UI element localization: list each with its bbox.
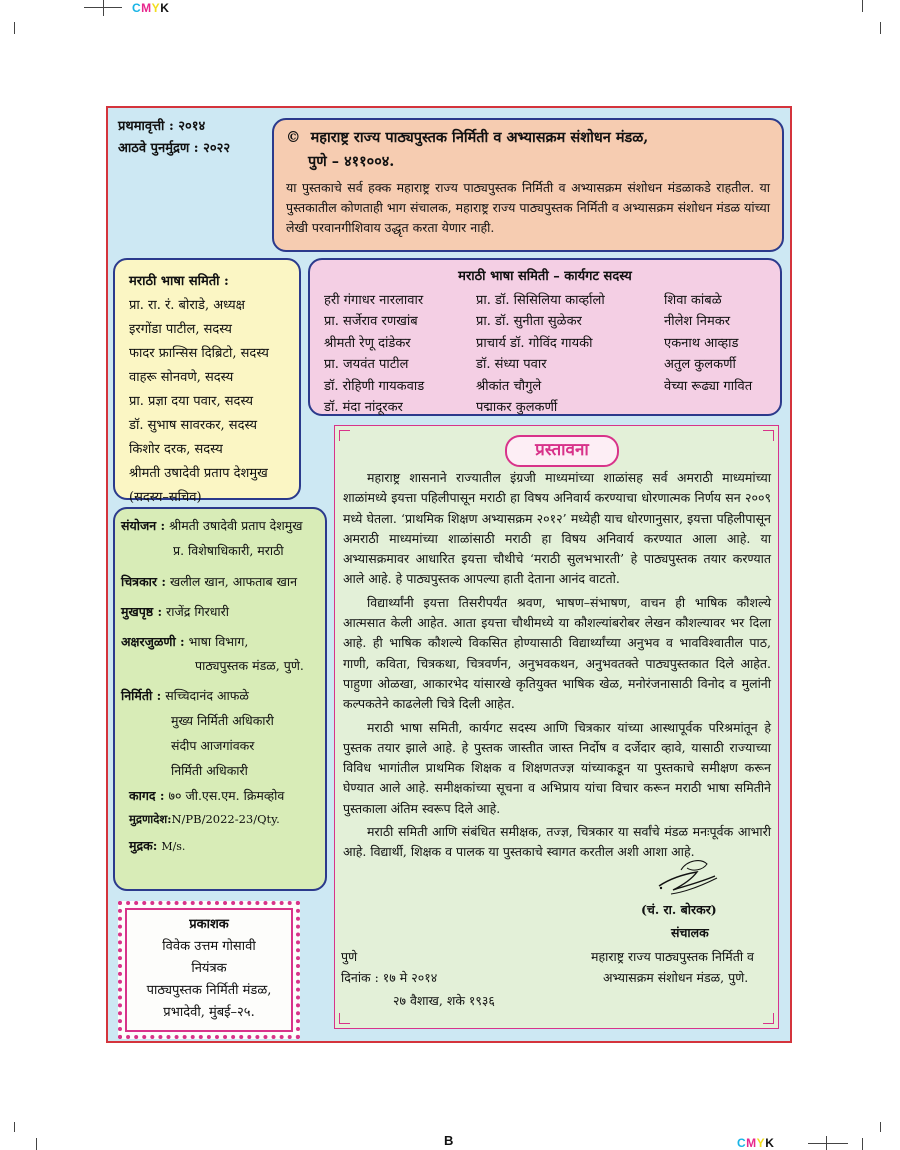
committee-member: वाहरू सोनवणे, सदस्य <box>129 370 234 385</box>
production-name-2: संदीप आजगांवकर <box>171 738 255 753</box>
committee-member: श्रीमती उषादेवी प्रताप देशमुख <box>129 466 268 481</box>
crop-mark <box>862 0 863 12</box>
production-credits-box <box>113 507 327 891</box>
illustrator-name: खलील खान, आफताब खान <box>169 574 298 589</box>
preface-shaka-date: २७ वैशाख, शके १९३६ <box>393 993 495 1008</box>
working-group-member: वेच्या रूढ्या गावित <box>664 378 753 394</box>
page-label: B <box>444 1133 454 1148</box>
signatory-org-line-2: अभ्यासक्रम संशोधन मंडळ, पुणे. <box>603 970 749 985</box>
committee-member: फादर फ्रान्सिस दिब्रिटो, सदस्य <box>129 346 269 361</box>
coordinator-role: प्र. विशेषाधिकारी, मराठी <box>173 543 284 558</box>
cmyk-color-bar-bottom: CMYK <box>737 1136 775 1150</box>
working-group-member: डॉ. संध्या पवार <box>476 357 547 373</box>
ornament-corner <box>339 430 350 441</box>
working-group-member: डॉ. मंदा नांदूरकर <box>324 400 403 416</box>
illustrator-label: चित्रकार : <box>121 574 166 589</box>
working-group-column-3 <box>664 290 752 397</box>
printer-label: मुद्रक: <box>129 838 158 853</box>
preface-paragraph: महाराष्ट्र शासनाने राज्यातील इंग्रजी माध्यमांच्या शाळांसह सर्व अमराठी माध्यमांच्या शाळांमध्ये इयत्ता पहिलीपासून मराठी हा विषय अनिवार्य करण्याचा धोरणात्मक निर्णय सन २००९ मध्ये घेतला. ‘प्राथमिक शिक्षण अभ्यासक्रम २०१२’ मध्येही याच धोरणानुसार, इयत्ता पहिलीपासून अमराठी माध्यमांच्या शाळांसाठी मराठी हा विषय अनिवार्य करण्यात आला आहे. या अभ्यासक्रमावर आधारित इयत्ता चौथीचे ‘मराठी सुलभभारती’ हे पाठ्यपुस्तक तयार करण्यात आले आहे. हे पाठ्यपुस्तक आपल्या हाती देताना आनंद वाटतो. <box>343 470 771 587</box>
paper-value: ७० जी.एस.एम. क्रिमव्होव <box>168 788 285 803</box>
working-group-member: हरी गंगाधर नारलावार <box>324 293 424 308</box>
typesetting-label: अक्षरजुळणी : <box>121 634 185 649</box>
working-group-column-2 <box>476 290 605 418</box>
copyright-notice: या पुस्तकाचे सर्व हक्क महाराष्ट्र राज्य पाठ्यपुस्तक निर्मिती व अभ्यासक्रम संशोधन मंडळाकडे राहतील. या पुस्तकातील कोणताही भाग संचालक, महाराष्ट्र राज्य पाठ्यपुस्तक निर्मिती व अभ्यासक्रम संशोधन मंडळ यांच्या लेखी परवानगीशिवाय उद्धृत करता येणार नाही. <box>286 180 770 235</box>
cover-line <box>121 603 229 620</box>
preface-place: पुणे <box>341 949 358 964</box>
signatory-name: (चं. रा. बोरकर) <box>641 902 717 917</box>
working-group-heading: मराठी भाषा समिती – कार्यगट सदस्य <box>458 269 632 284</box>
crop-mark <box>808 1143 848 1144</box>
production-name-1: सच्चिदानंद आफळे <box>165 688 249 703</box>
publisher-heading: प्रकाशक <box>189 917 229 932</box>
signatory-designation: संचालक <box>671 925 709 940</box>
copyright-symbol: © <box>286 129 301 146</box>
preface-title: प्रस्तावना <box>505 435 619 467</box>
preface-date: दिनांक : १७ मे २०१४ <box>341 970 438 985</box>
signatory-org-line-1: महाराष्ट्र राज्य पाठ्यपुस्तक निर्मिती व <box>591 949 754 964</box>
committee-member: (सदस्य–सचिव) <box>129 490 202 505</box>
preface-paragraph: मराठी भाषा समिती, कार्यगट सदस्य आणि चित्रकार यांच्या आस्थापूर्वक परिश्रमांतून हे पुस्तक तयार झाले आहे. हे पुस्तक जास्तीत जास्त निर्दोष व दर्जेदार व्हावे, यासाठी राज्याच्या विविध भागांतील प्राथमिक शिक्षक व शिक्षणतज्ज्ञ यांच्याकडून या पुस्तकाचे समीक्षण करून घेण्यात आले आहे. समीक्षकांच्या सूचना व अभिप्राय यांचा विचार करून मराठी भाषा समितीने पुस्तकाला अंतिम स्वरूप दिले आहे. <box>343 719 771 816</box>
typesetting-name: भाषा विभाग, <box>188 634 249 649</box>
copyright-box <box>272 118 784 252</box>
committee-member: प्रा. रा. रं. बोराडे, अध्यक्ष <box>129 298 245 313</box>
crop-mark <box>14 1122 15 1132</box>
production-label: निर्मिती : <box>121 688 162 703</box>
cover-name: राजेंद्र गिरधारी <box>166 604 230 619</box>
coordinator-label: संयोजन : <box>121 518 166 533</box>
crop-mark <box>826 1136 827 1150</box>
working-group-member: प्रा. सर्जेराव रणखांब <box>324 314 418 330</box>
working-group-member: श्रीमती रेणू दांडेकर <box>324 335 411 351</box>
production-role-1: मुख्य निर्मिती अधिकारी <box>171 713 274 728</box>
publisher-inner <box>125 908 293 1032</box>
copyright-org: महाराष्ट्र राज्य पाठ्यपुस्तक निर्मिती व अभ्यासक्रम संशोधन मंडळ, <box>310 129 649 146</box>
print-order-value: N/PB/2022-23/Qty. <box>171 812 280 826</box>
paper-line <box>129 787 284 804</box>
cmyk-color-bar-top: CMYK <box>132 1 170 15</box>
language-committee-box <box>113 258 301 505</box>
production-line <box>121 687 249 704</box>
working-group-member: प्रा. डॉ. सिसिलिया कार्व्हालो <box>476 293 605 308</box>
copyright-title <box>286 126 770 174</box>
ornament-corner <box>763 1013 774 1024</box>
reprint-edition: आठवे पुनर्मुद्रण : २०२२ <box>118 141 231 156</box>
publisher-name: विवेक उत्तम गोसावी <box>162 939 256 954</box>
crop-mark <box>36 1138 37 1150</box>
printer-value: M/s. <box>161 840 186 853</box>
crop-mark <box>103 0 104 16</box>
working-group-member: एकनाथ आव्हाड <box>664 335 739 351</box>
crop-mark <box>862 1138 863 1150</box>
working-group-member: प्राचार्य डॉ. गोविंद गायकी <box>476 335 593 351</box>
publisher-address: प्रभादेवी, मुंबई–२५. <box>163 1005 255 1020</box>
print-order-label: मुद्रणादेश: <box>129 812 172 826</box>
preface-box <box>334 425 779 1029</box>
cover-label: मुखपृष्ठ : <box>121 604 163 619</box>
first-edition: प्रथमावृत्ती : २०१४ <box>118 119 206 134</box>
working-group-member: शिवा कांबळे <box>664 293 722 308</box>
ornament-corner <box>339 1013 350 1024</box>
copyright-city: पुणे – ४११००४. <box>308 153 395 170</box>
coordinator-name: श्रीमती उषादेवी प्रताप देशमुख <box>169 518 303 533</box>
crop-mark <box>880 1122 881 1132</box>
committee-member: डॉ. सुभाष सावरकर, सदस्य <box>129 418 258 433</box>
working-group-member: श्रीकांत चौगुले <box>476 378 542 394</box>
signature-image <box>651 856 723 906</box>
working-group-box <box>308 258 782 416</box>
coordinator-line <box>121 517 303 534</box>
crop-mark <box>880 22 881 34</box>
working-group-member: डॉ. रोहिणी गायकवाड <box>324 378 425 394</box>
publisher-box <box>118 901 300 1039</box>
illustrator-line <box>121 573 297 590</box>
preface-paragraph: मराठी समिती आणि संबंधित समीक्षक, तज्ज्ञ, चित्रकार या सर्वांचे मंडळ मनःपूर्वक आभारी आहे. विद्यार्थी, शिक्षक व पालक या पुस्तकाचे स्वागत करतील अशी आशा आहे. <box>343 824 771 860</box>
working-group-member: पद्माकर कुलकर्णी <box>476 400 558 416</box>
print-order-line <box>129 812 280 827</box>
committee-member: किशोर दरक, सदस्य <box>129 442 223 457</box>
committee-heading: मराठी भाषा समिती : <box>129 274 229 289</box>
typesetting-line <box>121 633 248 650</box>
committee-member: इरगोंडा पाटील, सदस्य <box>129 322 232 337</box>
preface-text <box>343 468 771 866</box>
ornament-corner <box>763 430 774 441</box>
publisher-org: पाठ्यपुस्तक निर्मिती मंडळ, <box>146 983 272 998</box>
production-role-2: निर्मिती अधिकारी <box>171 763 248 778</box>
working-group-member: प्रा. जयवंत पाटील <box>324 357 409 373</box>
printer-line <box>129 837 185 854</box>
preface-paragraph: विद्यार्थ्यांनी इयत्ता तिसरीपर्यंत श्रवण, भाषण–संभाषण, वाचन ही भाषिक कौशल्ये आत्मसात केली आहेत. आता इयत्ता चौथीमध्ये या कौशल्यांबरोबर लेखन कौशल्यावर भर दिला आहे. ही भाषिक कौशल्ये विकसित होण्यासाठी विद्यार्थ्यांच्या अनुभव व भावविश्वातील पाठ, गाणी, कविता, चित्रकथा, चित्रवर्णन, अनुभवकथन, अनुभवतक्ते पाठ्यपुस्तकात दिले आहेत. पाहुणा ओळखा, आकारभेद यांसारखे कृतियुक्त भाषिक खेळ, मनोरंजनासाठी विनोद व मुलांनी कल्पकतेने काढलेली चित्रे दिली आहेत. <box>343 594 771 712</box>
paper-label: कागद : <box>129 788 165 803</box>
edition-info <box>118 116 230 160</box>
working-group-member: अतुल कुलकर्णी <box>664 357 736 373</box>
committee-member: प्रा. प्रज्ञा दया पवार, सदस्य <box>129 394 254 409</box>
publisher-role: नियंत्रक <box>191 961 227 976</box>
working-group-member: प्रा. डॉ. सुनीता सुळेकर <box>476 314 582 330</box>
working-group-member: नीलेश निमकर <box>664 314 731 330</box>
typesetting-org: पाठ्यपुस्तक मंडळ, पुणे. <box>195 658 304 673</box>
working-group-column-1 <box>324 290 424 418</box>
crop-mark <box>14 22 15 34</box>
